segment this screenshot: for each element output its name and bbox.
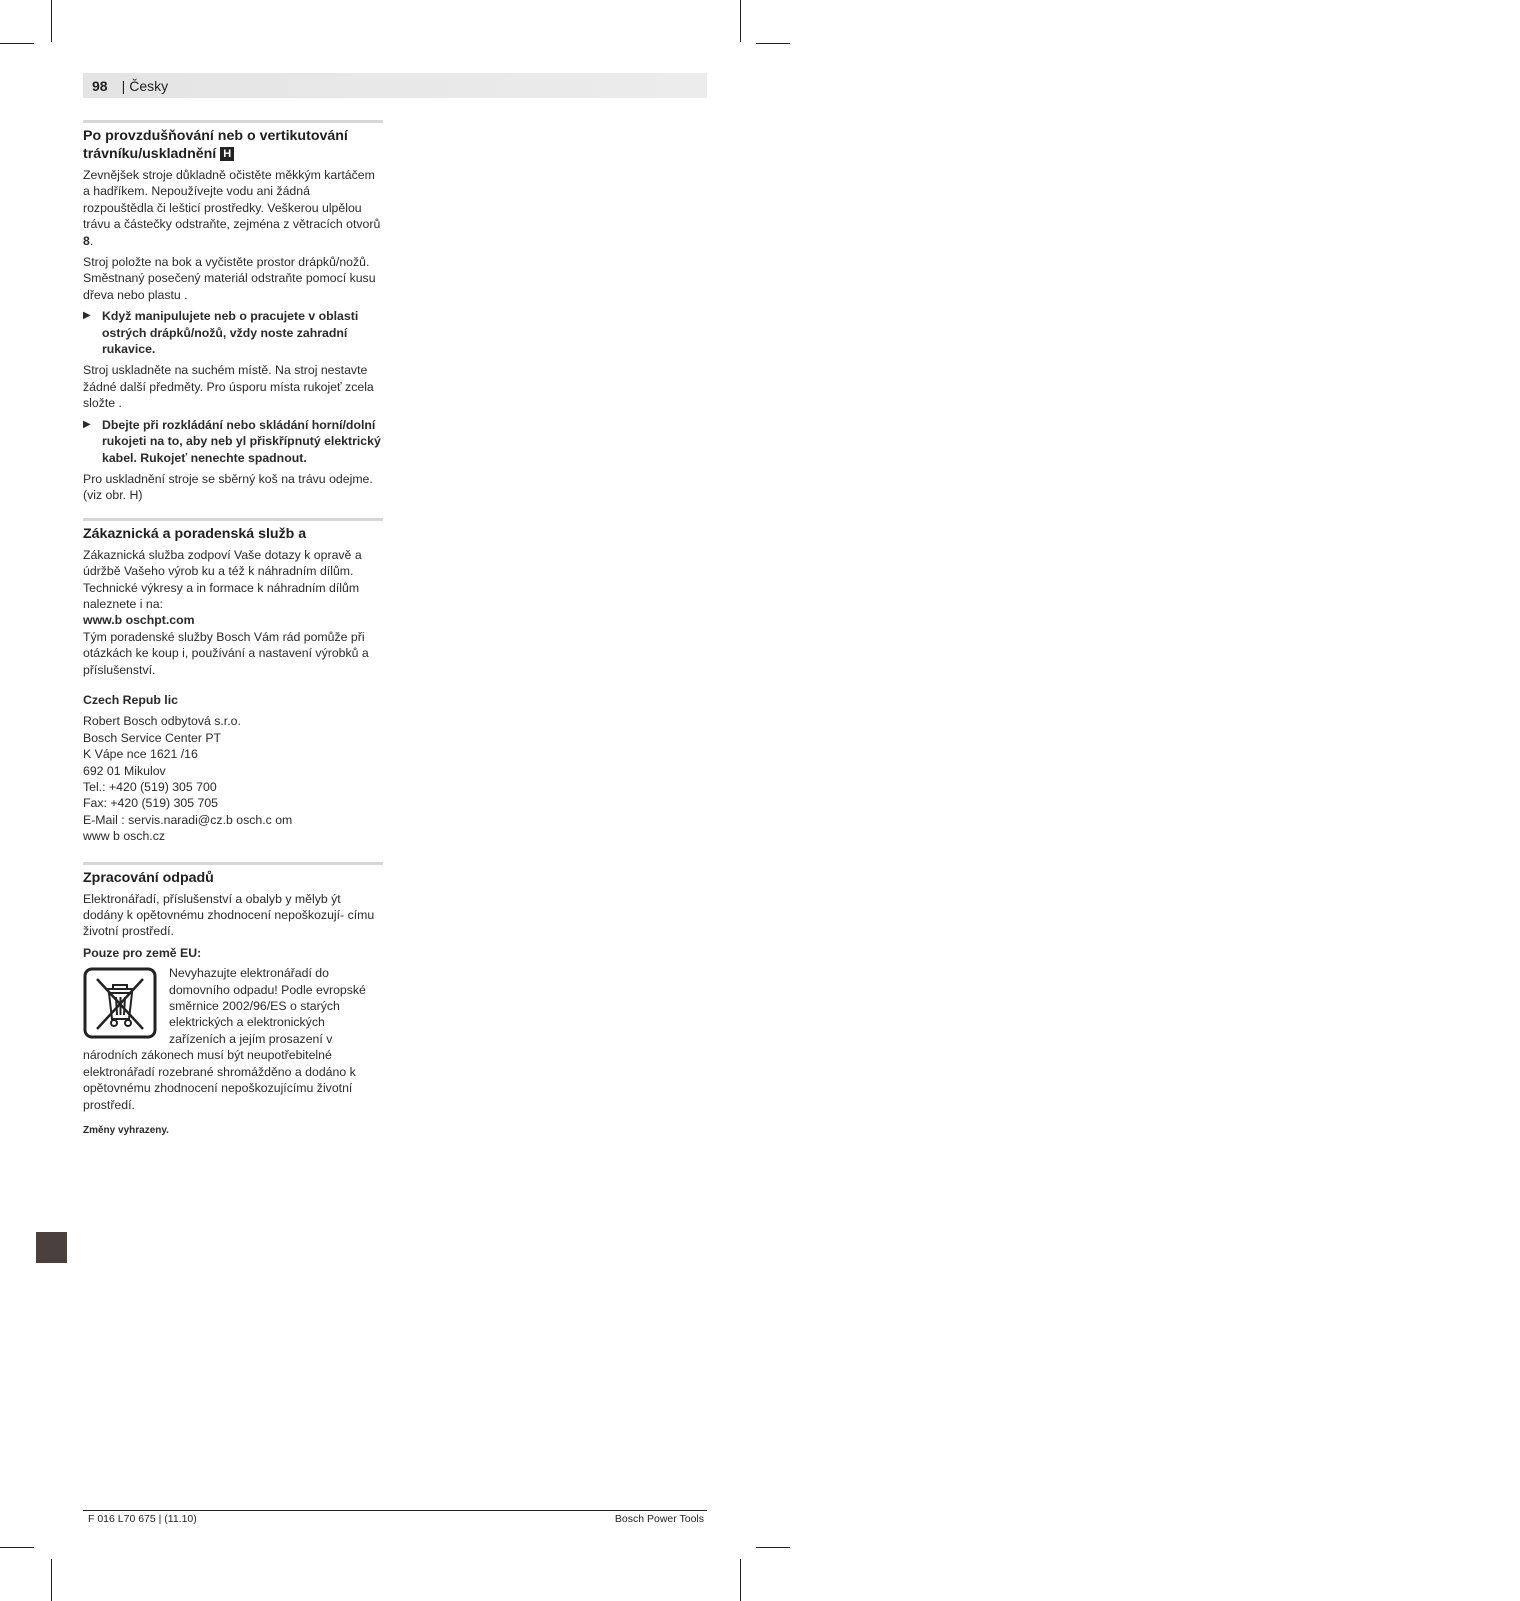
footer-rule [83,1510,707,1511]
paragraph [83,167,383,249]
triangle-bullet-icon: ▶ [83,418,91,430]
section-title-service: Zákaznická a poradenská služb a [83,525,307,542]
country-heading: Czech Repub lic [83,692,178,707]
paragraph: Elektronářadí, příslušenství a obalyb y mělyb ýt dodány k opětovnému zhodnocení nepoškozují- címu životní prostředí. [83,891,375,939]
section-title-text: Po provzdušňování neb o vertikutování trávníku/uskladnění [83,128,348,162]
reference-number: 8 [83,233,90,248]
warning-text: Když manipulujete neb o pracujete v oblasti ostrých drápků/nožů, vždy noste zahradní rukavice. [102,309,359,357]
section-rule [83,518,383,521]
paragraph: Stroj položte na bok a vyčistěte prostor drápků/nožů. Směstnaný posečený materiál odstraňte pomocí kusu dřeva nebo plastu . [83,255,376,302]
paragraph-end: . [89,233,94,248]
page-number: 98 [92,77,108,94]
crop-mark [0,43,34,44]
eu-label: Pouze pro země EU: [83,945,202,960]
content-column [83,120,383,1139]
crop-mark [756,43,790,44]
email-line[interactable]: E-Mail : servis.naradi@cz.b osch.c om [83,812,293,827]
service-address [83,713,383,844]
address-line: Bosch Service Center PT [83,730,222,745]
figure-letter-badge: H [220,147,234,161]
crop-mark [51,0,52,42]
header-separator: | [121,77,126,94]
address-line: K Vápe nce 1621 /16 [83,747,198,762]
paragraph: Pro uskladnění stroje se sběrný koš na trávu odejme. (viz obr. H) [83,471,373,503]
address-line: Robert Bosch odbytová s.r.o. [83,714,241,729]
section-rule [83,120,383,123]
section-rule [83,862,383,865]
paragraph-text: Zevnějšek stroje důkladně očistěte měkkým kartáčem a hadříkem. Nepoužívejte vodu ani žádná rozpouštědla či lešticí prostředky. Veškerou ulpělou trávu a částečky odstraňte, zejména z větracích otvorů [83,168,381,232]
paragraph-text: Zákaznická služba zodpoví Vaše dotazy k opravě a údržbě Vašeho výrob ku a též k náhradním dílům. Technické výkresy a in formace k náhradním dílům naleznete i na: [83,547,362,611]
paragraph: Stroj uskladněte na suchém místě. Na stroj nestavte žádné další předměty. Pro úsporu místa rukojeť zcela složte . [83,363,374,411]
page-header [83,73,707,98]
address-line: Tel.: +420 (519) 305 700 [83,780,217,794]
warning-bullet [83,417,383,466]
section-title-disposal: Zpracování odpadů [83,869,214,886]
section-title-storage [83,127,383,163]
address-line: 692 01 Mikulov [83,763,166,778]
eu-disposal-text: Nevyhazujte elektronářadí do domovního odpadu! Podle evropské směrnice 2002/96/ES o starých elektrických a elektronických zařízeních a jejím prosazení v národních zákonech musí být neupotřebitelné elektronářadí rozebrané shromážděno a dodáno k opětovnému zhodnocení nepoškozujícímu životní prostředí. [83,966,366,1112]
website-link[interactable]: www.b oschpt.com [83,613,195,628]
crop-mark [756,1547,790,1548]
footer-brand: Bosch Power Tools [614,1513,704,1525]
footer-doc-code: F 016 L70 675 | (11.10) [88,1513,197,1525]
section-marker-tab [36,1232,67,1263]
warning-text: Dbejte při rozkládání nebo skládání horní/dolní rukojeti na to, aby neb yl přiskřípnutý elektrický kabel. Rukojeť nenechte spadnout. [102,417,381,465]
paragraph [83,547,383,678]
crop-mark [740,1559,741,1601]
crop-mark [740,0,741,42]
crop-mark [51,1559,52,1601]
header-language: Česky [129,77,169,94]
address-line: Fax: +420 (519) 305 705 [83,796,219,811]
paragraph-text: Tým poradenské služby Bosch Vám rád pomůže při otázkách ke koup i, používání a nastavení výrobků a příslušenství. [83,629,369,677]
changes-reserved-note: Změny vyhrazeny. [83,1124,169,1136]
web-line[interactable]: www b osch.cz [83,829,166,844]
crossed-out-wheelie-bin-icon [83,967,157,1039]
crop-mark [0,1547,34,1548]
triangle-bullet-icon: ▶ [83,310,91,322]
eu-disposal-block [83,965,383,1113]
warning-bullet [83,308,383,357]
